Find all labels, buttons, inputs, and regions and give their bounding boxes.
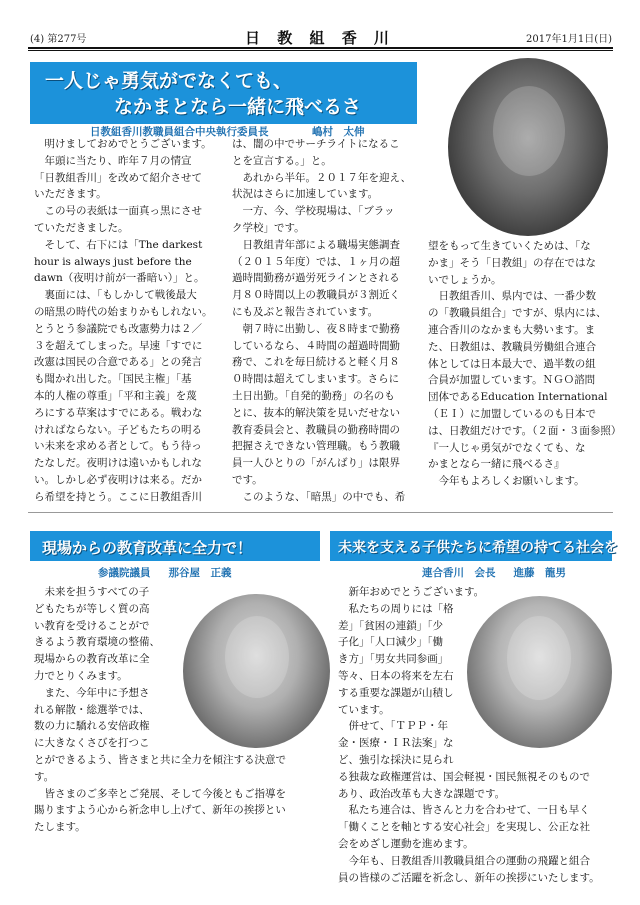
text-line: 私たち連合は、皆さんと力を合わせて、一日も早く	[338, 804, 590, 817]
text-line: 併せて、「ＴＰＰ・年	[338, 720, 449, 733]
issue-date: 2017年1月1日(日)	[526, 34, 612, 45]
text-line: に大きなくさびを打つこ	[34, 737, 150, 750]
text-line: ど、強引な採決に見られ	[338, 753, 454, 766]
article1-title-line2: なかまとなら一緒に飛べるさ	[114, 96, 362, 118]
text-line: です。	[232, 473, 263, 486]
text-line: は、闇の中でサーチライトになるこ	[232, 138, 400, 150]
text-line: たします。	[34, 821, 86, 834]
article1-column-2	[232, 136, 411, 506]
text-line: 皆さまのご多幸とご発展、そして今後ともご指導を	[34, 787, 286, 800]
text-line: 「日教組香川」を改めて紹介させて	[34, 171, 202, 184]
text-line: 団体であるEducation International	[428, 391, 608, 404]
text-line: 土日出勤。「自発的勤務」の名のも	[232, 389, 395, 402]
text-line: 員一人ひとりの「がんばり」は限界	[232, 457, 400, 470]
text-line: れる解散・総選挙では、	[34, 703, 150, 716]
article2-author-role: 参議院議員	[98, 567, 151, 579]
text-line: どもたちが等しく質の高	[34, 602, 150, 615]
article3-body	[338, 584, 600, 886]
text-line: いただきます。	[34, 188, 107, 201]
text-line: は、日教組だけです。（２面・３面参照）	[428, 424, 622, 437]
text-line: あり、政治改革も大きな課題です。	[338, 787, 506, 800]
text-line: かま」そう「日教組」の存在ではな	[428, 256, 596, 269]
text-line: いでしょうか。	[428, 273, 502, 286]
text-line: とに、抜本的解決策を見いだせない	[232, 406, 400, 419]
text-line: にも及ぶと報告されています。	[232, 305, 379, 318]
text-line: たなしだ。夜明けは遠いかもしれな	[34, 457, 202, 470]
text-line: かまとなら一緒に飛べるさ』	[428, 458, 565, 471]
text-line: 裏面には、「もしかして戦後最大	[34, 289, 197, 302]
text-line: 員の皆様のご活躍を祈念し、新年の挨拶にいたします。	[338, 871, 600, 884]
text-line: とができるよう、皆さまと共に全力を傾注する決意で	[34, 753, 286, 766]
text-line: 朝７時に出勤し、夜８時まで勤務	[232, 322, 400, 335]
chairman-photo	[448, 58, 608, 236]
text-line: 私たちの周りには「格	[338, 602, 454, 615]
article3-author-role: 連合香川 会長	[422, 567, 496, 579]
text-line: 現場からの教育改革に全	[34, 653, 150, 666]
text-line: 日教組香川、県内では、一番少数	[428, 290, 596, 303]
text-line: た、日教組は、教職員労働組合連合	[428, 340, 596, 353]
article1-column-3	[428, 238, 621, 490]
text-line: 一方、今、学校現場は、「ブラッ	[232, 205, 395, 218]
article1-author-role: 日教組香川教職員組合中央執行委員長	[90, 126, 269, 138]
text-line: の「教職員組合」ですが、県内には、	[428, 307, 607, 320]
text-line: も聞かれ出した。「国民主権」「基	[34, 373, 192, 386]
article1-column-1	[34, 136, 213, 506]
text-line: する重要な課題が山積し	[338, 686, 454, 699]
text-line: 等々、日本の将来を左右	[338, 669, 454, 682]
text-line: き方」「男女共同参画」	[338, 653, 449, 666]
text-line: ています。	[338, 703, 390, 716]
section-divider	[28, 512, 613, 513]
article3-author-name: 進藤 龍男	[513, 567, 566, 579]
text-line: dawn（夜明け前が一番暗い）」と。	[34, 272, 205, 285]
text-line: 過時間勤務が過労死ラインとされる	[232, 272, 400, 285]
text-line: 望をもって生きていくためは、「な	[428, 240, 591, 252]
header-rule-thin	[28, 50, 613, 51]
text-line: 教育委員会と、教職員の勤務時間の	[232, 423, 400, 436]
article1-author-name: 嶋村 太伸	[312, 126, 365, 138]
text-line: そして、右下には「The darkest	[34, 238, 203, 251]
text-line: （ＥＩ）に加盟しているのも日本で	[428, 407, 596, 420]
article1-title-line1: 一人じゃ勇気がでなくても、	[45, 70, 293, 92]
text-line: す。	[34, 770, 55, 783]
text-line: 賜りますよう心から祈念申し上げて、新年の挨拶とい	[34, 804, 286, 817]
text-line: 連合香川のなかまも大勢います。ま	[428, 323, 596, 336]
text-line: の暗黒の時代の始まりかもしれない。	[34, 305, 213, 318]
article2-body	[34, 584, 286, 836]
article3-title: 未来を支える子供たちに希望の持てる社会を	[338, 540, 618, 556]
article3-title-banner	[330, 531, 618, 561]
text-line: この号の表紙は一面真っ黒にさせ	[34, 205, 202, 218]
text-line: 体としては日本最大で、過半数の組	[428, 357, 596, 370]
text-line: しているなら、４時間の超過時間勤	[232, 339, 400, 352]
text-line: 務で、これを毎日続けると軽く月８	[232, 356, 400, 369]
article2-author-name: 那谷屋 正義	[168, 567, 232, 579]
text-line: 今年も、日教組香川教職員組合の運動の飛躍と組合	[338, 854, 590, 867]
text-line: hour is always just before the	[34, 255, 192, 268]
text-line: とを宣言する。」と。	[232, 154, 332, 167]
text-line: ０時間は超えてしまいます。さらに	[232, 373, 400, 386]
issue-number: (4) 第277号	[30, 34, 87, 45]
text-line: ければならない。子どもたちの明る	[34, 423, 202, 436]
text-line: ていただきました。	[34, 221, 129, 234]
text-line: 会をめざし運動を進めます。	[338, 837, 474, 850]
article2-title-banner	[30, 531, 320, 561]
text-line: 力でとりくみます。	[34, 669, 128, 682]
text-line: 差」「貧困の連鎖」「少	[338, 619, 443, 632]
text-line: い。しかし必ず夜明けは来る。だか	[34, 473, 202, 486]
text-line: 数の力に驕れる安倍政権	[34, 720, 150, 733]
text-line: 明けましておめでとうございます。	[34, 138, 212, 150]
text-line: 年頭に当たり、昨年７月の情宣	[34, 154, 192, 167]
text-line: い教育を受けることがで	[34, 619, 150, 632]
text-line: 合員が加盟しています。ＮＧＯ諮問	[428, 374, 596, 387]
text-line: ら希望を持とう。ここに日教組香川	[34, 490, 202, 503]
text-line: あれから半年。２０１７年を迎え、	[232, 171, 412, 184]
article1-title-banner	[30, 62, 417, 124]
text-line: 未来を担うすべての子	[34, 586, 150, 598]
text-line: 把握さえできない管理職。もう教職	[232, 440, 400, 453]
text-line: 本的人権の尊重」「平和主義」を蔑	[34, 389, 197, 402]
face-highlight	[493, 86, 565, 176]
text-line: このような、「暗黒」の中でも、希	[232, 490, 406, 503]
text-line: また、今年中に予想さ	[34, 686, 150, 699]
newsletter-title: 日 教 組 香 川	[245, 29, 395, 47]
text-line: 『一人じゃ勇気がでなくても、な	[428, 441, 586, 454]
article3-author	[422, 565, 584, 580]
text-line: る独裁な政権運営は、国会軽視・国民無視そのもので	[338, 770, 590, 783]
article2-title: 現場からの教育改革に全力で！	[42, 539, 253, 557]
text-line: 状況はさらに加速しています。	[232, 188, 379, 201]
text-line: とうとう参議院でも改憲勢力は２／	[34, 322, 202, 335]
text-line: 子化」「人口減少」「働	[338, 636, 443, 649]
text-line: （２０１５年度）では、１ヶ月の超	[232, 255, 400, 268]
text-line: 月８０時間以上の教職員が３割近く	[232, 289, 400, 302]
article2-author	[98, 565, 250, 580]
text-line: 改憲は国民の合意である」との発言	[34, 356, 202, 369]
text-line: 今年もよろしくお願いします。	[428, 475, 585, 488]
text-line: い未来を求める者として。もう待っ	[34, 440, 202, 453]
text-line: 「働くことを軸とする安心社会」を実現し、公正な社	[338, 821, 590, 834]
text-line: ろにする草案はすでにある。戦わな	[34, 406, 203, 419]
text-line: ３を超えてしまった。早速「すでに	[34, 339, 203, 352]
text-line: 金・医療・ＩＲ法案」な	[338, 737, 454, 750]
text-line: 新年おめでとうございます。	[338, 586, 485, 598]
text-line: きるよう教育環境の整備、	[34, 636, 160, 649]
text-line: ク学校」です。	[232, 221, 305, 234]
header-rule	[28, 47, 613, 49]
text-line: 日教組青年部による職場実態調査	[232, 238, 400, 251]
